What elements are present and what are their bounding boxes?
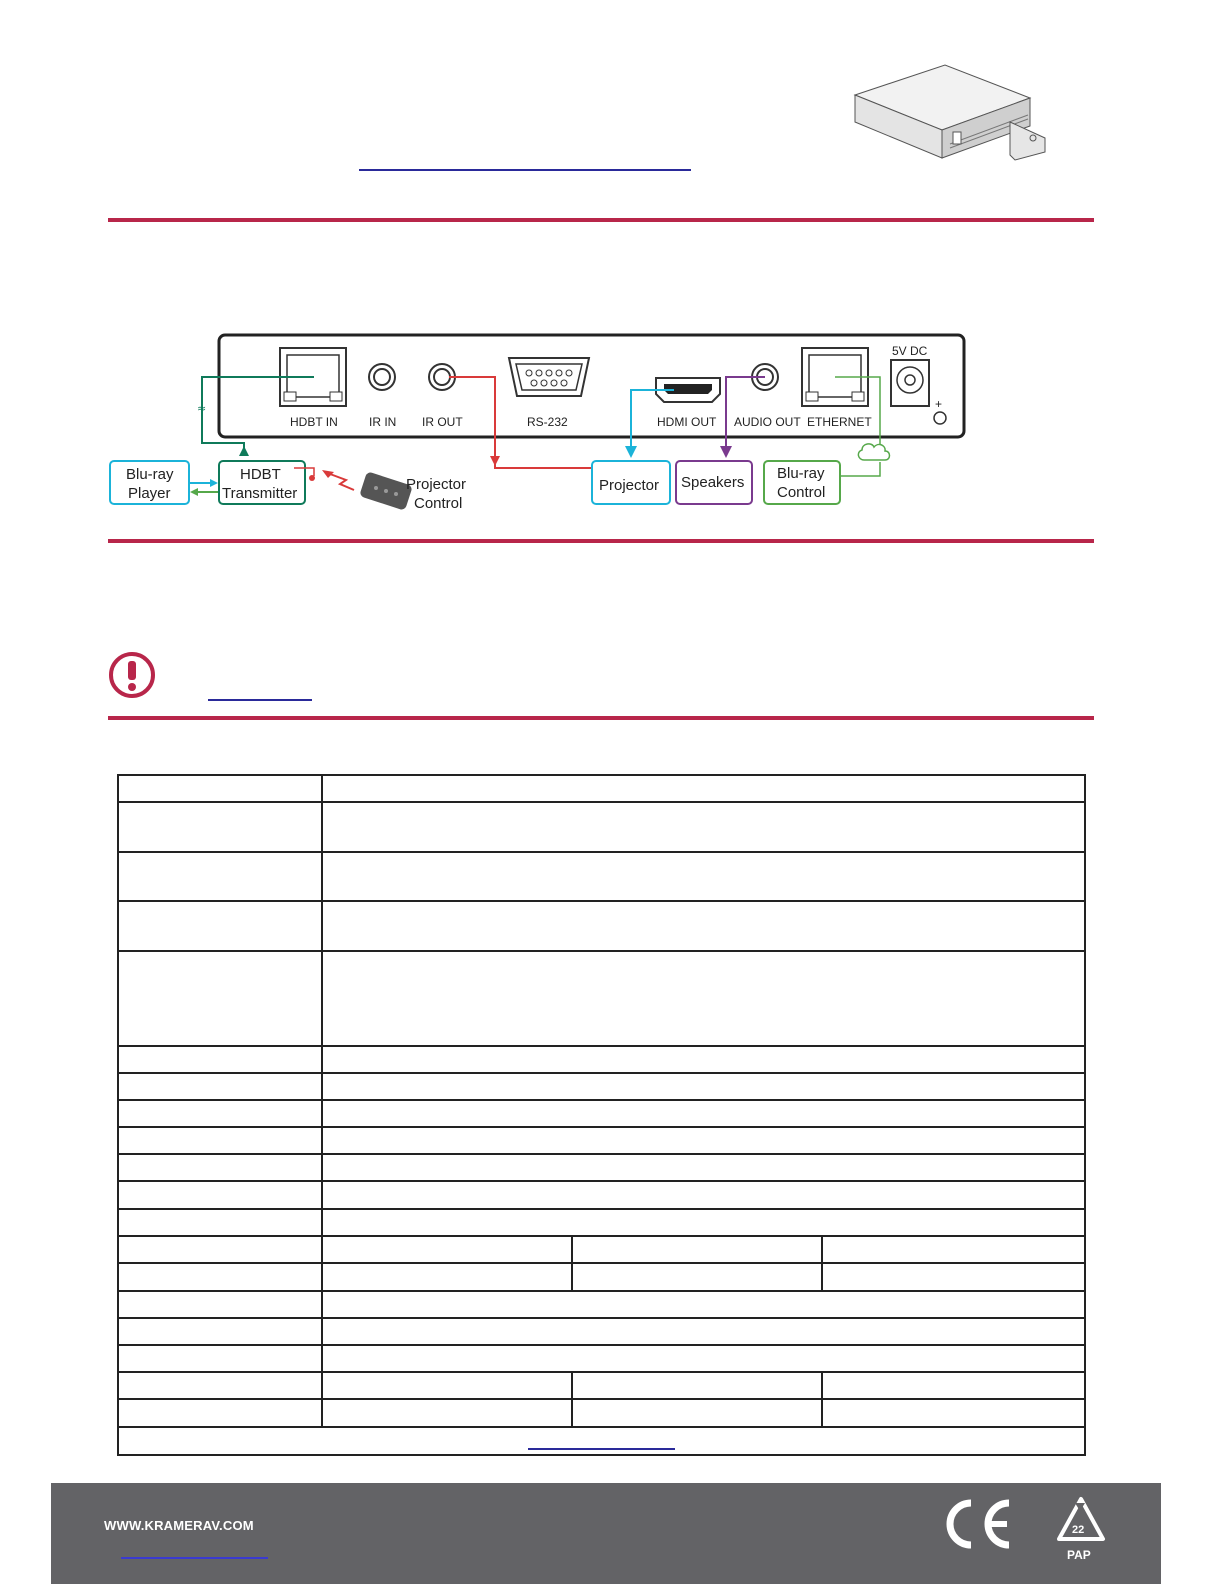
port-label-hdmi-out: HDMI OUT <box>657 415 717 429</box>
section-divider-3 <box>108 716 1094 720</box>
warning-link-underline[interactable] <box>208 699 312 701</box>
table-row <box>118 1372 1085 1399</box>
table-row <box>118 1236 1085 1263</box>
bluray-player-label-2: Player <box>128 485 171 502</box>
port-label-power: 5V DC <box>892 344 928 358</box>
port-label-ethernet: ETHERNET <box>807 415 872 429</box>
network-cloud-icon <box>858 444 889 460</box>
table-row <box>118 802 1085 852</box>
port-label-ir-out: IR OUT <box>422 415 463 429</box>
section-divider <box>108 218 1094 222</box>
footer-link-underline[interactable] <box>121 1557 268 1559</box>
hdbt-transmitter-label-2: Transmitter <box>222 485 298 502</box>
table-row <box>118 1154 1085 1181</box>
table-row <box>118 1100 1085 1127</box>
projector-label: Projector <box>599 477 660 494</box>
table-footer-link-underline[interactable] <box>528 1448 675 1450</box>
table-row <box>118 1399 1085 1427</box>
footer-website[interactable]: WWW.KRAMERAV.COM <box>104 1518 254 1533</box>
port-label-hdbt-in: HDBT IN <box>290 415 338 429</box>
recycle-label: PAP <box>1067 1548 1091 1562</box>
port-label-rs232: RS-232 <box>527 415 568 429</box>
bluray-control-label-2: Control <box>777 484 826 501</box>
table-row <box>118 951 1085 1046</box>
specifications-table <box>117 774 1086 1456</box>
ir-signal <box>330 474 354 490</box>
table-row <box>118 1345 1085 1372</box>
hdbt-transmitter-label-1: HDBT <box>240 466 281 483</box>
table-row <box>118 1291 1085 1318</box>
bluray-control-label-1: Blu-ray <box>777 465 825 482</box>
table-row <box>118 1181 1085 1209</box>
page-footer <box>51 1483 1161 1584</box>
recycle-code: 22 <box>1072 1524 1085 1536</box>
product-image <box>850 60 1065 175</box>
rs232-port <box>509 358 589 396</box>
projector-control-label-1: Projector <box>406 476 467 493</box>
recycle-pap-icon <box>1055 1495 1107 1565</box>
table-row <box>118 901 1085 951</box>
projector-control-label-2: Control <box>414 495 463 512</box>
table-row <box>118 1046 1085 1073</box>
top-link-underline[interactable] <box>359 169 691 171</box>
svg-text:+: + <box>935 397 943 411</box>
table-row <box>118 1427 1085 1455</box>
table-row <box>118 1209 1085 1236</box>
connection-diagram <box>104 328 974 524</box>
table-row <box>118 852 1085 901</box>
section-divider-2 <box>108 539 1094 543</box>
svg-text:≈: ≈ <box>197 402 207 415</box>
warning-icon <box>107 650 157 700</box>
table-row <box>118 1073 1085 1100</box>
table-row <box>118 1127 1085 1154</box>
port-label-ir-in: IR IN <box>369 415 397 429</box>
bluray-player-label-1: Blu-ray <box>126 466 174 483</box>
ce-mark-icon <box>941 1497 1013 1551</box>
table-row <box>118 1263 1085 1291</box>
speakers-label: Speakers <box>681 474 745 491</box>
ir-in-port <box>369 364 395 390</box>
table-row <box>118 775 1085 802</box>
port-label-audio-out: AUDIO OUT <box>734 415 801 429</box>
table-row <box>118 1318 1085 1345</box>
remote-control-icon <box>359 471 413 511</box>
